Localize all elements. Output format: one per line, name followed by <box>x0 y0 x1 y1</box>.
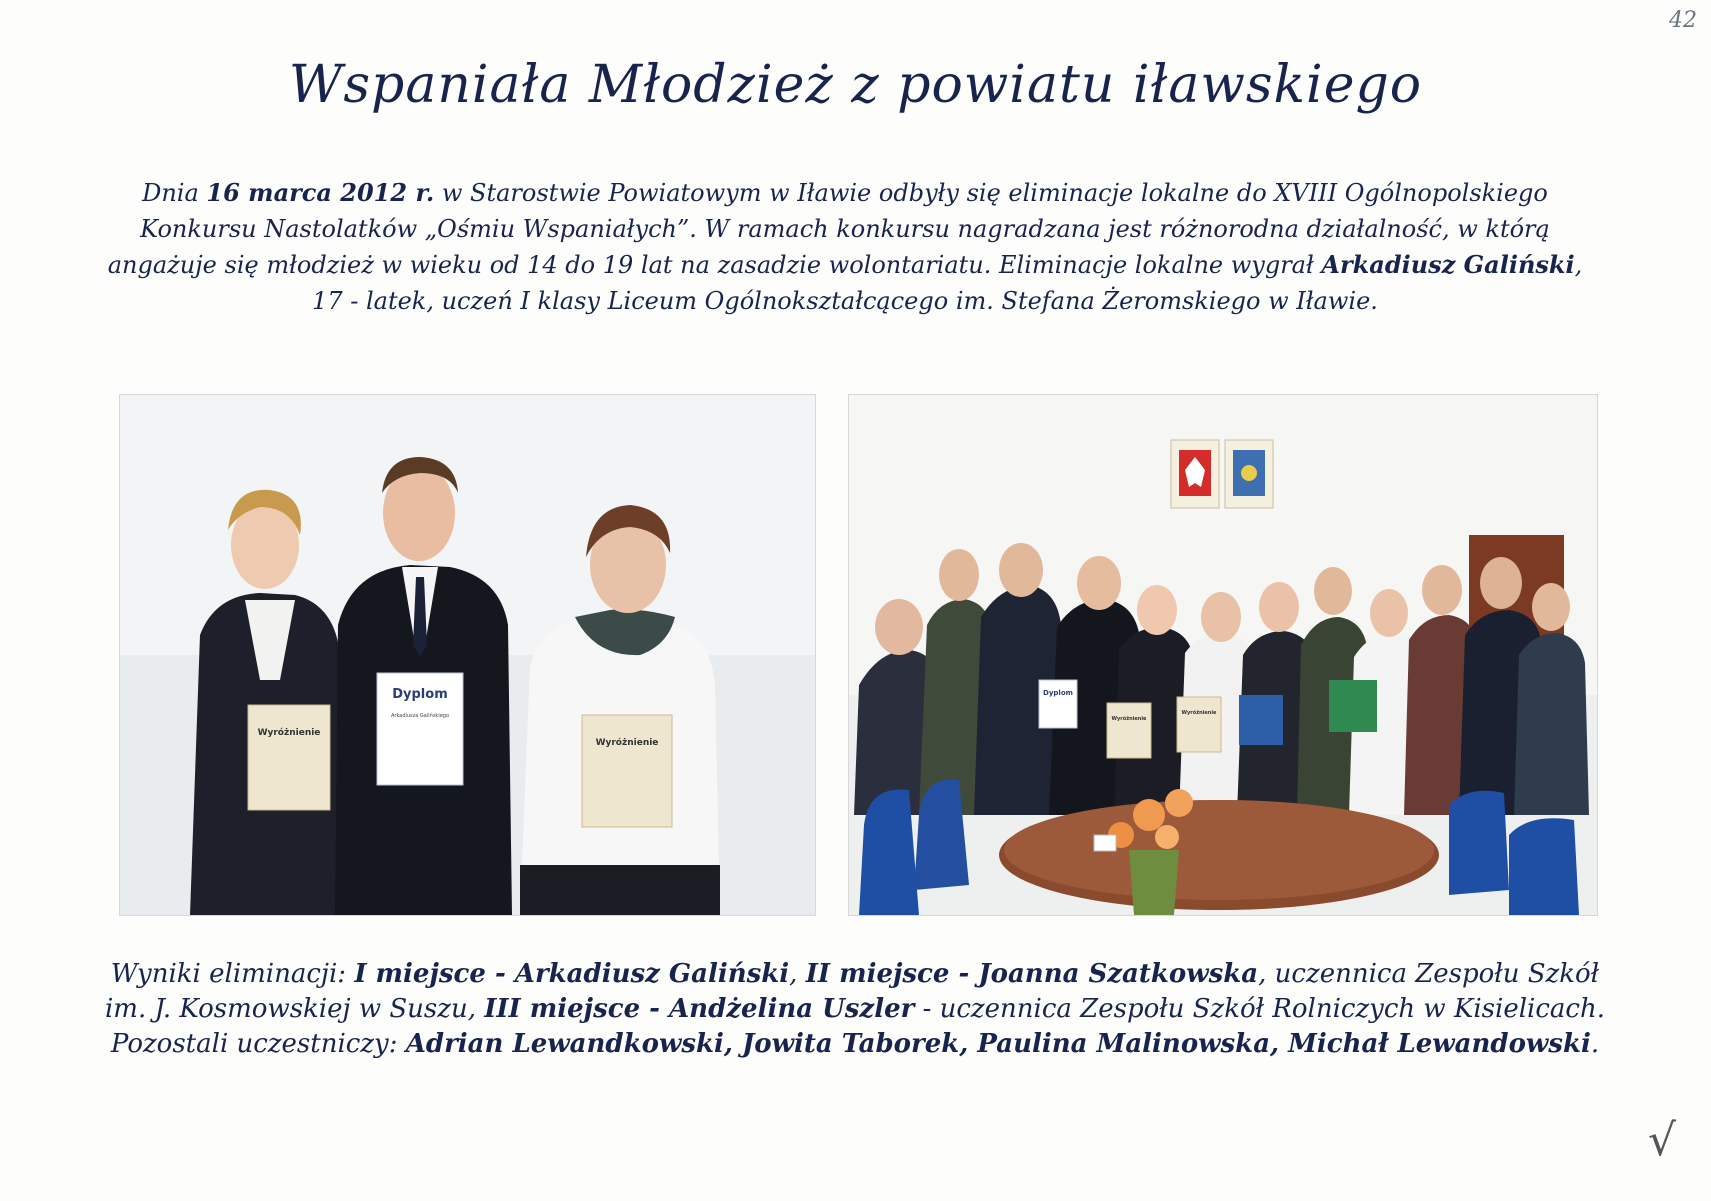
photo-laureates-image <box>120 395 815 915</box>
other-participants: Adrian Lewandkowski, Jowita Taborek, Paulina Malinowska, Michał Lewandowski <box>405 1029 1591 1059</box>
intro-text-2: w Starostwie Powiatowym w Iławie odbyły się eliminacje lokalne do XVIII Ogólnopolskiego Konkursu Nastolatków „Ośmiu Wspaniałych”. W ramach konkursu nagradzana jest różnorodna działalność, w którą angażuje się młodzież w wieku od 14 do 19 lat na zasadzie wolontariatu. Eliminacje lokalne wygrał <box>107 179 1550 279</box>
results-label: Wyniki eliminacji: <box>110 959 355 989</box>
event-date: 16 marca 2012 r. <box>206 178 435 207</box>
winner-name: Arkadiusz Galiński <box>1321 250 1575 279</box>
results-end: . <box>1590 1029 1600 1059</box>
intro-paragraph <box>90 175 1600 319</box>
photo-group <box>849 395 1597 915</box>
group-cert-a: Dyplom <box>1043 689 1073 697</box>
photo-group-image <box>849 395 1597 915</box>
cert-center-label: Dyplom <box>392 687 448 702</box>
cert-left-label: Wyróżnienie <box>257 728 321 738</box>
third-place-school: - uczennica Zespołu Szkół Rolniczych w Kisielicach. Pozostali uczestniczy: <box>110 994 1605 1059</box>
photo-laureates <box>120 395 815 915</box>
cert-center-sub: Arkadiusza Galińskiego <box>390 713 450 719</box>
second-place-school: , uczennica Zespołu Szkół im. J. Kosmowskiej w Suszu, <box>104 959 1600 1024</box>
document-title: Wspaniała Młodzież z powiatu iławskiego <box>288 55 1423 115</box>
intro-text-3: , 17 - latek, uczeń I klasy Liceum Ogólnokształcącego im. Stefana Żeromskiego w Iławie. <box>312 251 1583 315</box>
second-place: II miejsce - Joanna Szatkowska <box>805 959 1259 989</box>
results-paragraph <box>95 957 1615 1062</box>
group-cert-c: Wyróżnienie <box>1181 710 1217 716</box>
intro-text-1: Dnia <box>142 179 207 207</box>
checkmark-handwritten: √ <box>1648 1115 1677 1166</box>
results-sep: , <box>789 959 806 989</box>
group-cert-b: Wyróżnienie <box>1111 716 1147 722</box>
cert-right-label: Wyróżnienie <box>595 738 659 748</box>
third-place: III miejsce - Andżelina Uszler <box>484 994 915 1024</box>
first-place: I miejsce - Arkadiusz Galiński <box>354 959 790 989</box>
page-number: 42 <box>1669 8 1697 33</box>
